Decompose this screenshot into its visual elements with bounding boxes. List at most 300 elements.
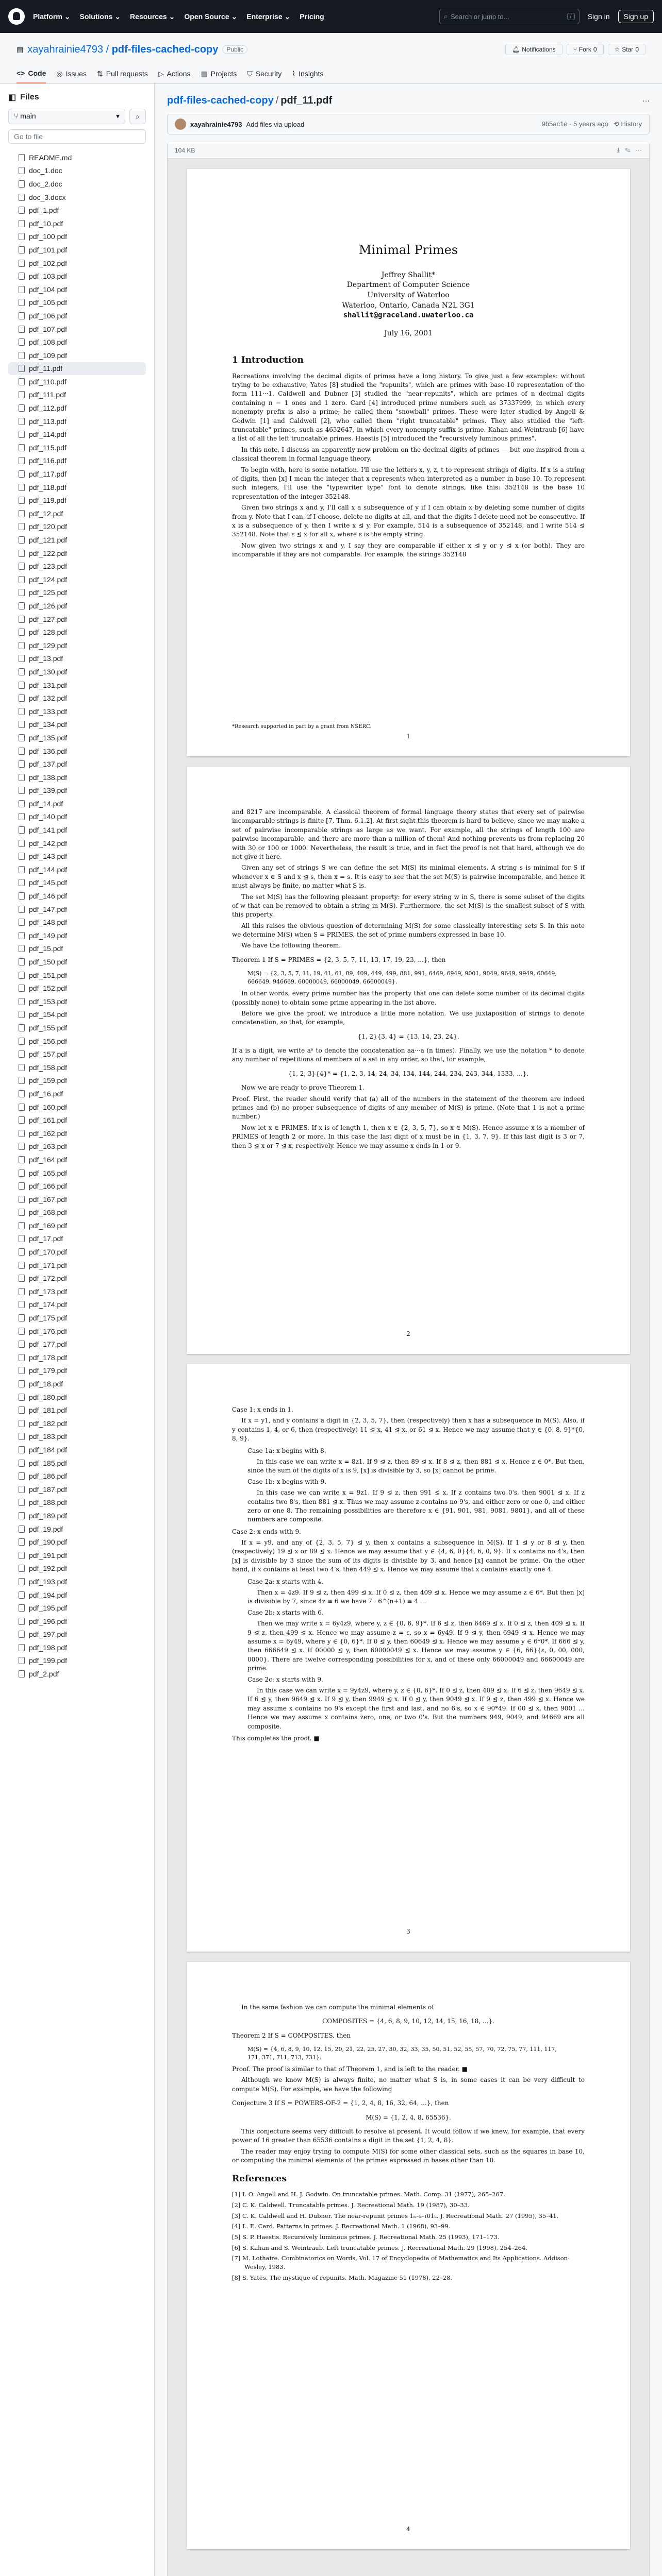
file-name: doc_2.doc [29,179,62,188]
file-icon [19,787,25,794]
sidebar-file-item[interactable] [8,1403,146,1417]
pdf-viewer[interactable] [168,159,649,2576]
file-name: pdf_101.pdf [29,245,67,254]
sidebar-file-item[interactable] [8,1021,146,1035]
sidebar-file-item[interactable] [8,981,146,995]
file-icon [19,563,25,570]
file-name: pdf_102.pdf [29,259,67,267]
file-icon [19,998,25,1005]
sidebar-file-item[interactable] [8,375,146,388]
file-name: pdf_154.pdf [29,1010,67,1019]
file-name: pdf_127.pdf [29,615,67,623]
sidebar-file-item[interactable] [8,507,146,520]
file-name: pdf_10.pdf [29,219,63,228]
file-name: pdf_148.pdf [29,918,67,927]
sidebar-file-item[interactable] [8,1113,146,1127]
page-number: 4 [406,2525,410,2533]
sidebar-file-item[interactable] [8,1562,146,1575]
sidebar-file-item[interactable] [8,1298,146,1312]
sidebar-file-item[interactable] [8,1615,146,1628]
sidebar-file-item[interactable] [8,810,146,824]
file-icon [19,602,25,609]
file-name: pdf_183.pdf [29,1432,67,1441]
sidebar-file-item[interactable] [8,1087,146,1100]
file-name: pdf_108.pdf [29,338,67,347]
sidebar-file-item[interactable] [8,1285,146,1298]
reference-item: [2] C. K. Caldwell. Truncatable primes. J. Recreational Math. 19 (1987), 30–33. [232,2201,470,2209]
file-name: pdf_132.pdf [29,694,67,703]
sidebar-file-item[interactable] [8,428,146,441]
sidebar-file-item[interactable] [8,1074,146,1088]
search-files-button[interactable]: ⌕ [129,109,146,124]
notifications-button[interactable]: 🔔︎ Notifications [505,44,562,55]
paragraph: In the same fashion we can compute the minimal elements of [241,2004,434,2011]
sidebar-file-item[interactable] [8,1641,146,1654]
sidebar-file-item[interactable] [8,652,146,666]
sidebar-file-item[interactable] [8,1509,146,1522]
file-name: pdf_190.pdf [29,1538,67,1547]
file-icon [19,470,25,478]
file-name: pdf_188.pdf [29,1498,67,1507]
sidebar-file-item[interactable] [8,481,146,494]
file-icon [19,774,25,781]
file-name: pdf_174.pdf [29,1300,67,1309]
sidebar-file-item[interactable] [8,1575,146,1588]
file-icon [19,1670,25,1677]
sidebar-file-item[interactable] [8,1232,146,1246]
graph-icon: ⌇ [292,69,296,78]
file-name: pdf_134.pdf [29,720,67,729]
sidebar-file-item[interactable] [8,177,146,191]
sidebar-file-item[interactable] [8,625,146,639]
sidebar-file-item[interactable] [8,533,146,547]
sidebar-file-item[interactable] [8,1206,146,1219]
file-icon [19,260,25,267]
file-name: pdf_168.pdf [29,1208,67,1217]
file-icon [19,1182,25,1190]
file-icon [19,312,25,319]
file-name: pdf_16.pdf [29,1089,63,1098]
file-icon [19,972,25,979]
file-name: pdf_163.pdf [29,1142,67,1151]
avatar[interactable] [175,118,186,130]
sidebar-file-item[interactable] [8,191,146,204]
sidebar-file-item[interactable] [8,1588,146,1602]
sidebar-file-item[interactable] [8,863,146,876]
commit-hash[interactable]: 9b5ac1e · 5 years ago [541,120,609,128]
sidebar-file-item[interactable] [8,362,146,376]
file-name: pdf_131.pdf [29,681,67,689]
file-icon [19,629,25,636]
sidebar-file-item[interactable] [8,1351,146,1364]
sidebar-file-item[interactable] [8,691,146,705]
tab-actions[interactable]: ▷ Actions [158,69,191,78]
sidebar-file-item[interactable] [8,1417,146,1430]
theorem-1: Theorem 1 If S = PRIMES = {2, 3, 5, 7, 11, 13, 17, 19, 23, ...}, then [232,956,446,963]
reference-item: [8] S. Yates. The mystique of repunits. Math. Magazine 51 (1978), 22–28. [232,2274,453,2281]
file-name: pdf_196.pdf [29,1617,67,1625]
sidebar-file-item[interactable] [8,1601,146,1615]
file-icon [19,919,25,926]
sign-in-link[interactable]: Sign in [587,12,610,21]
sidebar-file-item[interactable] [8,388,146,402]
file-icon [19,338,25,346]
file-icon [19,1011,25,1018]
nav-resources[interactable]: Resources ⌄ [130,12,175,21]
sidebar-file-item[interactable] [8,679,146,692]
history-icon: ⟲ [614,120,621,128]
file-name: pdf_119.pdf [29,496,67,505]
paragraph: Before we give the proof, we introduce a little more notation. We use juxtaposition of strings to denote concatenation, so that, for example, [232,1009,585,1026]
more-icon[interactable]: ⋯ [635,146,642,154]
sidebar-file-item[interactable] [8,309,146,323]
repo-title: xayahrainie4793 / pdf-files-cached-copy [27,43,219,55]
sidebar-file-item[interactable] [8,1522,146,1536]
file-icon [19,510,25,517]
sidebar-toggle-icon[interactable]: ◧ [8,93,16,102]
sidebar-file-item[interactable] [8,151,146,164]
file-icon [19,457,25,464]
file-name: pdf_107.pdf [29,325,67,333]
sidebar-file-item[interactable] [8,547,146,560]
github-logo-icon[interactable] [8,8,25,25]
case-heading: Case 1b: x begins with 9. [247,1478,327,1485]
commit-message[interactable]: Add files via upload [246,120,305,128]
sidebar-file-item[interactable] [8,1549,146,1562]
sidebar-file-item[interactable] [8,1179,146,1193]
sidebar-file-item[interactable] [8,1153,146,1166]
sidebar-file-item[interactable] [8,1061,146,1074]
file-icon [19,1341,25,1348]
sidebar-file-item[interactable] [8,520,146,534]
references-heading: References [232,2173,287,2184]
file-icon [19,1314,25,1321]
file-icon [19,1222,25,1229]
sidebar-file-item[interactable] [8,1469,146,1483]
paragraph: All this raises the obvious question of determining M(S) for some classically interesting sets S. In this note we determine M(S) when S = PRIMES, the set of prime numbers expressed in base 10. [232,922,585,939]
slash-key-hint: / [567,13,575,20]
conjecture-3: Conjecture 3 If S = POWERS-OF-2 = {1, 2, 4, 8, 16, 32, 64, ...}, then [232,2099,449,2107]
display-equation: COMPOSITES = {4, 6, 8, 9, 10, 12, 14, 15, 16, 18, ...}. [322,2018,494,2025]
download-icon[interactable]: ⤓ [617,146,620,154]
search-icon: ⌕ [443,12,448,20]
file-icon [19,945,25,952]
file-icon [19,879,25,886]
branch-selector[interactable]: ⑂ main ▾ [8,109,125,124]
sidebar-file-item[interactable] [8,1245,146,1259]
more-options-icon[interactable]: ··· [642,96,650,105]
sidebar-file-item[interactable] [8,1219,146,1232]
file-name: pdf_118.pdf [29,483,67,492]
sidebar-file-item[interactable] [8,823,146,837]
sidebar-file-item[interactable] [8,1456,146,1470]
sidebar-file-item[interactable] [8,1100,146,1114]
sidebar-file-item[interactable] [8,1193,146,1206]
paragraph: Then we may write x = 6y4z9, where y, z ∈ {0, 6, 9}*. If 6 ⊴ z, then 6469 ⊴ x. If 0 ⊴ z, then 409 ⊴ x. If 9 ⊴ z, then 499 ⊴ x. Hence we may assume z = ε, so x = 6y49. If 9 ⊴ y, then 6949 ⊴ x. Hence we may assume x = 6y49, where y ∈ {0, 6}*. If 0 ⊴ y, then 60649 ⊴ x. Hence we may assume y ∈ 6*0*. If 666 ⊴ y, then 666649 ⊴ x. If 00000 ⊴ y, then 60000049 ⊴ x. Hence we may assume y ∈ {6, 66}{ε, 0, 00, 000, 0000}. There are twelve corresponding possibilities for x, and of these only 66000049 and 66600049 are prime. [247,1620,585,1672]
sidebar-file-item[interactable] [8,969,146,982]
latest-commit [167,114,650,134]
paragraph: To begin with, here is some notation. I'll use the letters x, y, z, t to represent strings of digits. If x is a string of digits, then [x] I mean the integer that x represents when interpreted as a number in base 10. To represent such integers, I'll use the "typewriter type" font to denote strings, like this: 352148 is the base 10 representation of the integer 352148. [232,466,585,500]
sidebar-file-item[interactable] [8,1535,146,1549]
sidebar-file-item[interactable] [8,269,146,283]
reference-item: [4] L. E. Card. Patterns in primes. J. Recreational Math. 1 (1968), 93–99. [232,2223,451,2230]
top-navigation [0,0,662,33]
search-input[interactable]: ⌕ Search or jump to... / [439,9,580,24]
sidebar-file-item[interactable] [8,1391,146,1404]
paragraph: Then x = 4z9. If 9 ⊴ z, then 499 ⊴ x. If 0 ⊴ z, then 409 ⊴ x. Hence we may assume z ∈ 6*. But then [x] is divisible by 7, since 4z ≡ 6 we have 7 · 6^(n+1) ≡ 4 ... [247,1589,585,1605]
sidebar-file-item[interactable] [8,1628,146,1641]
file-icon [19,1050,25,1058]
file-icon [19,748,25,755]
file-viewer [167,142,650,2576]
file-icon [19,484,25,491]
sidebar-file-item[interactable] [8,1325,146,1338]
paragraph: Now given two strings x and y, I say they are comparable if either x ⊴ y or y ⊴ x (or both). They are incomparable if they are not comparable. For example, the strings 352148 [232,541,585,558]
repo-owner-link[interactable]: xayahrainie4793 [27,43,104,55]
sidebar-file-item[interactable] [8,217,146,230]
reference-item: [7] M. Lothaire. Combinatorics on Words, Vol. 17 of Encyclopedia of Mathematics and Its Applications. Addison-Wesley, 1983. [232,2255,570,2270]
paragraph: In this case we can write x = 9z1. If 9 ⊴ z, then 991 ⊴ x. If z contains two 0's, then 9001 ⊴ x. If z contains two 8's, then 881 ⊴ x. Thus we may assume z contains no 9's, and either zero or one 0, and either zero or one 8. The remaining possibilities are therefore x ∈ {91, 901, 981, 9081, 9801}, and all of these numbers are composite. [247,1489,585,1523]
sidebar-file-item[interactable] [8,744,146,758]
file-icon [19,1631,25,1638]
file-icon [19,760,25,768]
sidebar-file-item[interactable] [8,1166,146,1180]
commit-author[interactable]: xayahrainie4793 [190,120,242,128]
sidebar-file-item[interactable] [8,243,146,257]
file-name: pdf_175.pdf [29,1314,67,1323]
file-icon [19,1460,25,1467]
page-number: 2 [406,1330,410,1337]
sidebar-file-item[interactable] [8,296,146,310]
file-name: pdf_111.pdf [29,391,66,399]
paragraph: Although we know M(S) is always finite, no matter what S is, in some cases it can be very difficult to compute M(S). For example, we have the following [232,2076,585,2093]
file-name: pdf_162.pdf [29,1129,67,1138]
file-icon [19,892,25,900]
nav-pricing[interactable]: Pricing [300,12,324,21]
sidebar-file-item[interactable] [8,876,146,890]
theorem-2: Theorem 2 If S = COMPOSITES, then [232,2031,351,2039]
nav-solutions[interactable]: Solutions ⌄ [79,12,121,21]
file-icon [19,576,25,583]
pdf-page-3 [187,1364,630,1952]
file-icon [19,840,25,847]
sidebar-file-item[interactable] [8,1443,146,1456]
sidebar-file-item[interactable] [8,1667,146,1681]
file-icon [19,523,25,530]
nav-platform[interactable]: Platform ⌄ [33,12,71,21]
file-icon [19,1446,25,1453]
sidebar-file-item[interactable] [8,757,146,771]
tab-projects[interactable]: ▦ Projects [201,69,237,78]
footnote: *Research supported in part by a grant from NSERC. [232,721,335,731]
file-icon [19,326,25,333]
sidebar-file-item[interactable] [8,1654,146,1668]
file-icon [19,1170,25,1177]
sidebar-file-item[interactable] [8,441,146,454]
file-icon [19,1406,25,1414]
tab-pull-requests[interactable]: ⇅ Pull requests [97,69,148,78]
file-name: pdf_151.pdf [29,971,67,979]
sidebar-file-item[interactable] [8,401,146,415]
sidebar-file-item[interactable] [8,995,146,1008]
paper-title: Minimal Primes [358,243,458,257]
file-icon [19,391,25,398]
tab-issues[interactable]: ◎ Issues [56,69,87,78]
tab-insights[interactable]: ⌇ Insights [292,69,324,78]
file-icon [19,497,25,504]
sidebar-file-item[interactable] [8,323,146,336]
sidebar-file-item[interactable] [8,929,146,942]
file-icon [19,1512,25,1519]
sidebar-file-item[interactable] [8,771,146,784]
file-name: pdf_149.pdf [29,931,67,940]
sidebar-file-item[interactable] [8,797,146,810]
file-name: pdf_159.pdf [29,1076,67,1085]
nav-enterprise[interactable]: Enterprise ⌄ [246,12,291,21]
file-name: pdf_104.pdf [29,285,67,294]
file-name: pdf_13.pdf [29,654,63,663]
file-name: pdf_126.pdf [29,601,67,610]
sidebar-file-item[interactable] [8,1483,146,1496]
sidebar-file-item[interactable] [8,204,146,217]
file-name: pdf_100.pdf [29,232,67,241]
sidebar-file-item[interactable] [8,586,146,600]
sidebar-file-item[interactable] [8,454,146,468]
file-name: pdf_192.pdf [29,1564,67,1573]
sidebar-file-item[interactable] [8,335,146,349]
sidebar-file-item[interactable] [8,613,146,626]
sidebar-file-item[interactable] [8,1337,146,1351]
star-button[interactable]: ☆ Star 0 [608,44,646,55]
edit-icon[interactable]: ✎ [625,146,631,154]
file-icon [19,589,25,596]
file-icon [19,404,25,412]
file-icon [19,813,25,820]
sidebar-file-item[interactable] [8,257,146,270]
breadcrumb-repo-link[interactable]: pdf-files-cached-copy [167,94,274,106]
history-button[interactable]: ⟲ History [614,120,642,128]
file-name: pdf_195.pdf [29,1604,67,1613]
sidebar-file-item[interactable] [8,731,146,744]
sidebar-file-item[interactable] [8,718,146,732]
sidebar-file-item[interactable] [8,705,146,718]
sidebar-file-item[interactable] [8,599,146,613]
file-icon [19,1248,25,1256]
sidebar-file-item[interactable] [8,1140,146,1154]
sidebar-file-item[interactable] [8,283,146,296]
file-icon [19,1130,25,1137]
file-icon [19,1526,25,1533]
file-icon [19,220,25,227]
sidebar-file-item[interactable] [8,1127,146,1140]
sign-up-button[interactable]: Sign up [618,10,654,23]
sidebar-file-item[interactable] [8,1496,146,1510]
sidebar-file-item[interactable] [8,349,146,362]
file-name: pdf_177.pdf [29,1340,67,1349]
fork-button[interactable]: ⑂ Fork 0 [567,44,604,55]
file-name: pdf_15.pdf [29,944,63,953]
file-name: pdf_110.pdf [29,377,67,386]
sidebar-file-item[interactable] [8,1364,146,1378]
sidebar-file-item[interactable] [8,164,146,178]
sidebar-file-item[interactable] [8,573,146,586]
sidebar-file-item[interactable] [8,850,146,863]
file-icon [19,682,25,689]
proof: Proof. The proof is similar to that of Theorem 1, and is left to the reader. ■ [232,2065,468,2073]
sidebar-file-item[interactable] [8,415,146,428]
file-icon [19,1367,25,1374]
file-name: pdf_158.pdf [29,1063,67,1072]
paragraph: If a is a digit, we write aⁿ to denote the concatenation aa···a (n times). Finally, we use the notation * to denote any number of repetitions of members of a set in any order, so that, for example, [232,1047,585,1063]
paragraph: Given two strings x and y, I'll call x a subsequence of y if I can obtain x by deleting some number of digits from y. Note that I can, if I choose, delete no digits at all, and that the digits I delete need not be consecutive. If x is a subsequence of y, then I write x ⊴ y. For example, 514 is a subsequence of 352148, and I write 514 ⊴ 352148. Note that ε ⊴ x for all x, where ε is the empty string. [232,504,585,538]
file-icon [19,1090,25,1097]
file-name: pdf_194.pdf [29,1590,67,1599]
sidebar-file-item[interactable] [8,1311,146,1325]
sidebar-file-item[interactable] [8,1047,146,1061]
sidebar-file-item[interactable] [8,942,146,956]
file-name: pdf_12.pdf [29,509,63,518]
repo-name-link[interactable]: pdf-files-cached-copy [111,43,219,55]
sidebar-file-item[interactable] [8,639,146,652]
sidebar-file-item[interactable] [8,230,146,244]
sidebar-file-item[interactable] [8,1377,146,1391]
sidebar-file-item[interactable] [8,560,146,573]
sidebar-file-item[interactable] [8,837,146,850]
sidebar-file-item[interactable] [8,1272,146,1285]
sidebar-file-item[interactable] [8,916,146,929]
file-name: pdf_137.pdf [29,760,67,769]
file-name: pdf_142.pdf [29,839,67,848]
paragraph: In this case we can write x = 9y4z9, where y, z ∈ {0, 6}*. If 0 ⊴ z, then 409 ⊴ x. If 6 ⊴ z, then 9649 ⊴ x. If 6 ⊴ y, then 9649 ⊴ x. If 9 ⊴ y, then 9949 ⊴ x. If 0 ⊴ y, then 9049 ⊴ x. If 9 ⊴ z, then 499 ⊴ x. Hence we may assume x contains no 9's except the first and last, and no 6's, so x ∈ 90*49. If 00 ⊴ x, then 9001 ... Hence we may assume x contains zero, one, or two 0's. But the numbers 949, 9049, and 94669 are all composite. [247,1686,585,1730]
file-icon [19,207,25,214]
file-name: pdf_17.pdf [29,1234,63,1243]
sidebar-file-item[interactable] [8,1008,146,1022]
file-icon [19,1591,25,1599]
file-name: pdf_116.pdf [29,456,67,465]
file-icon [19,985,25,992]
sidebar-file-item[interactable] [8,889,146,903]
sidebar-file-item[interactable] [8,1259,146,1272]
tab-code[interactable]: <> Code [16,65,46,83]
file-icon [19,694,25,702]
file-icon [19,616,25,623]
case-heading: Case 1a: x begins with 8. [247,1447,326,1454]
sidebar-file-item[interactable] [8,494,146,507]
file-icon [19,1064,25,1071]
references-list [232,2190,585,2282]
file-icon [19,1604,25,1612]
file-name: pdf_114.pdf [29,430,67,439]
sidebar-file-item[interactable] [8,467,146,481]
tab-security[interactable]: ⛉ Security [247,69,282,78]
file-icon [19,1644,25,1651]
file-name: pdf_109.pdf [29,351,67,360]
sidebar-file-item[interactable] [8,955,146,969]
theorem-1-set: M(S) = {2, 3, 5, 7, 11, 19, 41, 61, 89, 409, 449, 499, 881, 991, 6469, 6949, 9001, 9049, 9649, 9949, 60649, 666649, 946669, 60000049, 66000049, 66600049}. [247,970,557,986]
file-name: pdf_133.pdf [29,707,67,716]
file-icon [19,431,25,438]
sidebar-file-item[interactable] [8,665,146,679]
sidebar-file-item[interactable] [8,1430,146,1444]
sidebar-file-item[interactable] [8,784,146,798]
sidebar-file-item[interactable] [8,1035,146,1048]
file-name: pdf_129.pdf [29,641,67,650]
display-equation: {1, 2}{3, 4} = {13, 14, 23, 24}. [357,1032,459,1040]
sidebar-file-item[interactable] [8,903,146,916]
file-icon [19,154,25,161]
nav-open-source[interactable]: Open Source ⌄ [184,12,238,21]
go-to-file-input[interactable]: Go to file [8,129,146,144]
